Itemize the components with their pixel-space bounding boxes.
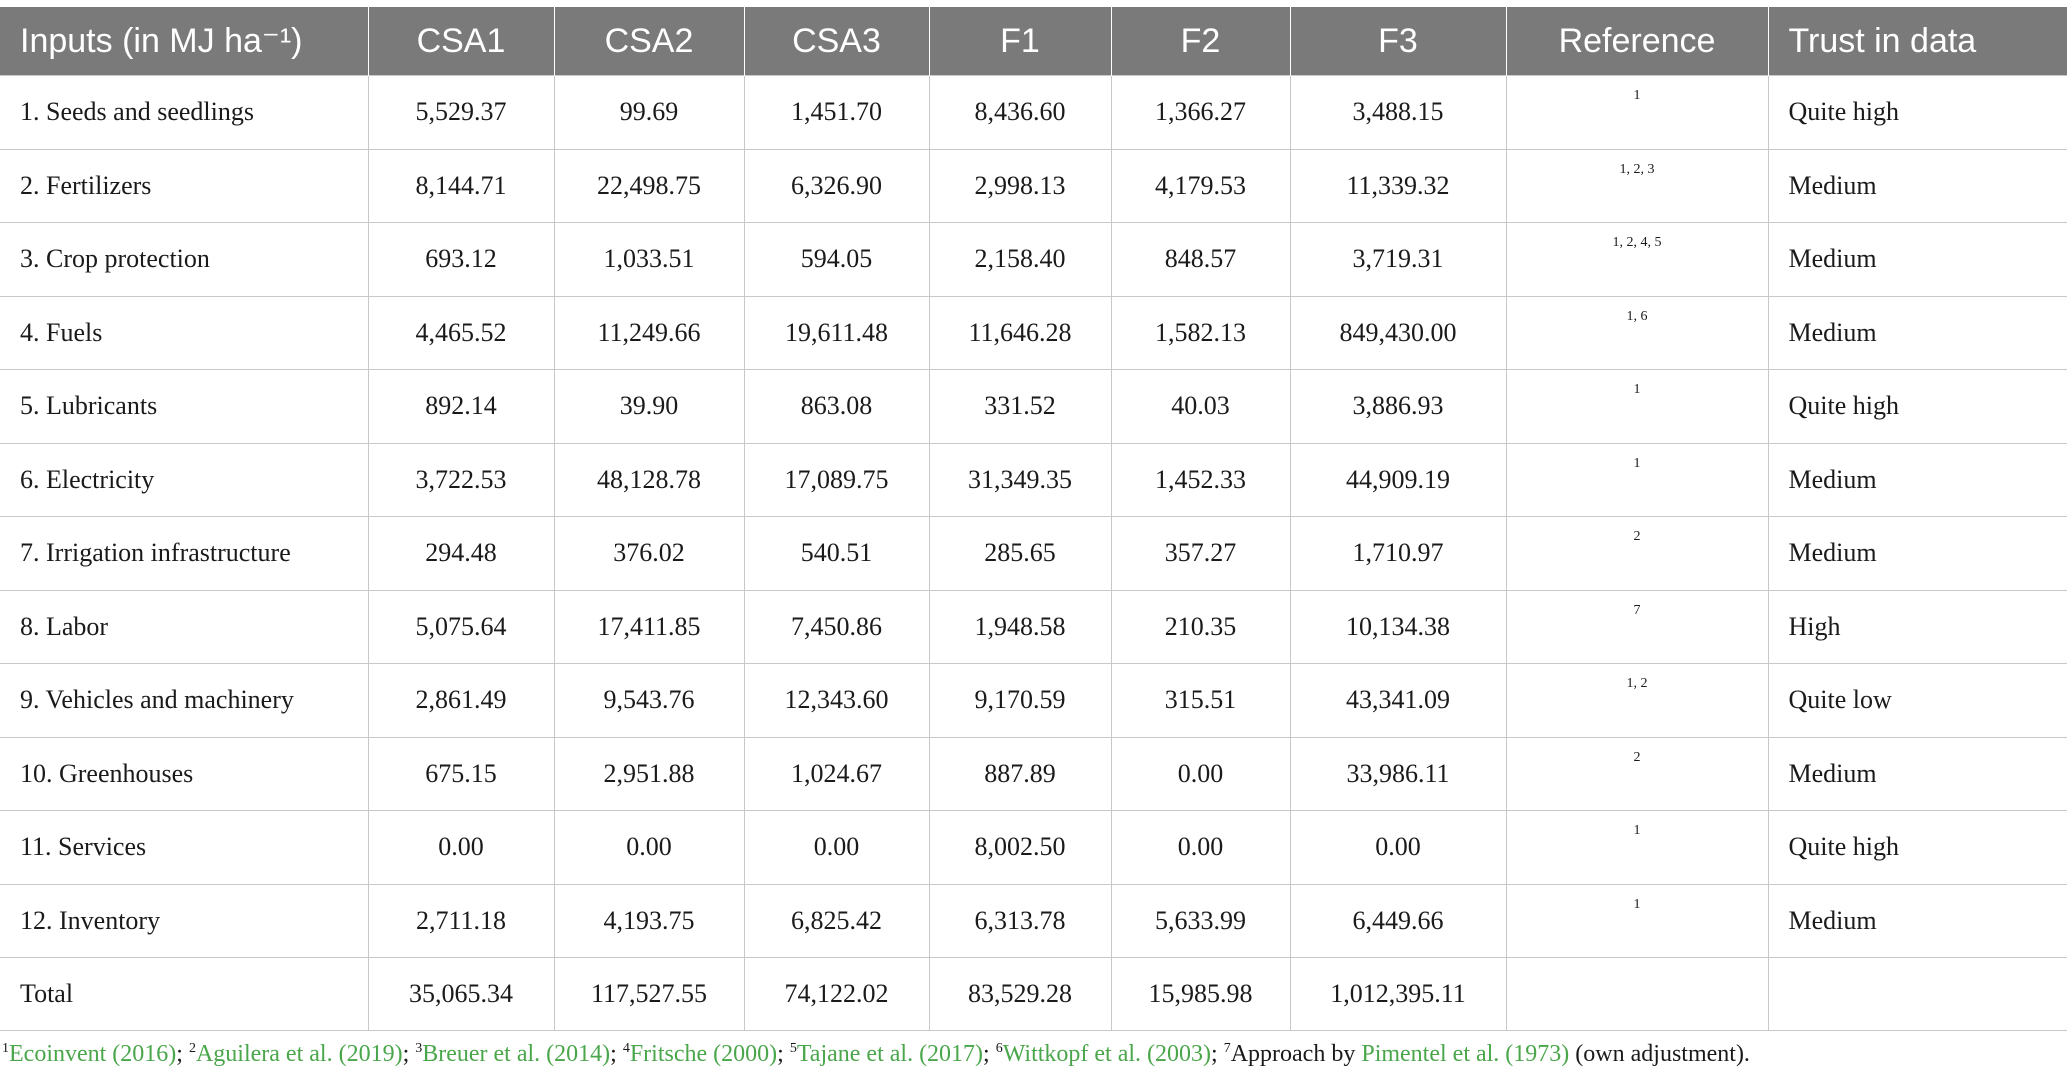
table-row xyxy=(0,811,2067,885)
header-f1: F1 xyxy=(929,7,1111,76)
cell-f1: 11,646.28 xyxy=(929,296,1111,370)
footnote-sup: 3 xyxy=(415,1041,423,1056)
cell-csa3: 6,326.90 xyxy=(744,149,929,223)
cell-csa1: 0.00 xyxy=(368,811,554,885)
cell-csa1: 294.48 xyxy=(368,517,554,591)
table-row xyxy=(0,296,2067,370)
cell-f1: 331.52 xyxy=(929,370,1111,444)
cell-f3: 849,430.00 xyxy=(1290,296,1506,370)
cell-csa2: 117,527.55 xyxy=(554,958,744,1031)
cell-ref: 2 xyxy=(1506,737,1768,811)
cell-csa3: 0.00 xyxy=(744,811,929,885)
energy-inputs-table xyxy=(0,7,2067,1031)
cell-trust: Medium xyxy=(1768,223,2067,297)
cell-input: 12. Inventory xyxy=(0,884,368,958)
footnote-references xyxy=(2,1041,1224,1067)
cell-f2: 0.00 xyxy=(1111,737,1290,811)
cell-f1: 2,998.13 xyxy=(929,149,1111,223)
cell-ref: 2 xyxy=(1506,517,1768,591)
cell-ref: 1 xyxy=(1506,884,1768,958)
cell-trust: High xyxy=(1768,590,2067,664)
cell-f2: 210.35 xyxy=(1111,590,1290,664)
cell-csa3: 7,450.86 xyxy=(744,590,929,664)
header-reference: Reference xyxy=(1506,7,1768,76)
cell-csa2: 4,193.75 xyxy=(554,884,744,958)
header-csa3: CSA3 xyxy=(744,7,929,76)
header-csa1: CSA1 xyxy=(368,7,554,76)
cell-f3: 1,012,395.11 xyxy=(1290,958,1506,1031)
footnote-text: (own adjustment). xyxy=(1569,1041,1750,1067)
cell-input: 11. Services xyxy=(0,811,368,885)
cell-f2: 357.27 xyxy=(1111,517,1290,591)
cell-csa3: 74,122.02 xyxy=(744,958,929,1031)
cell-f1: 6,313.78 xyxy=(929,884,1111,958)
cell-f2: 848.57 xyxy=(1111,223,1290,297)
cell-f2: 15,985.98 xyxy=(1111,958,1290,1031)
cell-csa1: 693.12 xyxy=(368,223,554,297)
footnote-separator: ; xyxy=(1211,1041,1224,1067)
cell-csa2: 376.02 xyxy=(554,517,744,591)
header-inputs: Inputs (in MJ ha⁻¹) xyxy=(0,7,368,76)
cell-f3: 3,488.15 xyxy=(1290,76,1506,150)
cell-f3: 11,339.32 xyxy=(1290,149,1506,223)
table-header-row xyxy=(0,7,2067,76)
cell-input: 1. Seeds and seedlings xyxy=(0,76,368,150)
cell-f1: 9,170.59 xyxy=(929,664,1111,738)
cell-ref: 1, 2, 4, 5 xyxy=(1506,223,1768,297)
cell-csa2: 22,498.75 xyxy=(554,149,744,223)
cell-csa2: 11,249.66 xyxy=(554,296,744,370)
cell-csa1: 2,711.18 xyxy=(368,884,554,958)
cell-f2: 40.03 xyxy=(1111,370,1290,444)
cell-input: 7. Irrigation infrastructure xyxy=(0,517,368,591)
cell-csa3: 17,089.75 xyxy=(744,443,929,517)
cell-ref xyxy=(1506,958,1768,1031)
cell-input: 6. Electricity xyxy=(0,443,368,517)
cell-f1: 1,948.58 xyxy=(929,590,1111,664)
cell-f1: 285.65 xyxy=(929,517,1111,591)
cell-ref: 1, 2, 3 xyxy=(1506,149,1768,223)
footnote-citation[interactable]: Fritsche (2000) xyxy=(629,1041,778,1067)
cell-csa2: 0.00 xyxy=(554,811,744,885)
footnote-sup: 1 xyxy=(2,1041,9,1056)
footnote-separator: ; xyxy=(983,1041,996,1067)
footnote-citation[interactable]: Aguilera et al. (2019) xyxy=(195,1041,403,1067)
cell-f1: 2,158.40 xyxy=(929,223,1111,297)
footnote-separator: ; xyxy=(777,1041,790,1067)
header-f3: F3 xyxy=(1290,7,1506,76)
footnote-separator: ; xyxy=(176,1041,189,1067)
cell-f3: 6,449.66 xyxy=(1290,884,1506,958)
cell-csa2: 9,543.76 xyxy=(554,664,744,738)
footnote-sup: 4 xyxy=(622,1041,630,1056)
cell-csa1: 4,465.52 xyxy=(368,296,554,370)
cell-trust: Medium xyxy=(1768,517,2067,591)
cell-trust: Medium xyxy=(1768,443,2067,517)
cell-ref: 1 xyxy=(1506,443,1768,517)
footnote-text: Approach by xyxy=(1230,1041,1362,1067)
cell-ref: 1 xyxy=(1506,76,1768,150)
cell-f3: 0.00 xyxy=(1290,811,1506,885)
cell-csa3: 12,343.60 xyxy=(744,664,929,738)
cell-input: 2. Fertilizers xyxy=(0,149,368,223)
cell-csa1: 3,722.53 xyxy=(368,443,554,517)
footnote-citation[interactable]: Wittkopf et al. (2003) xyxy=(1002,1041,1212,1067)
cell-f1: 31,349.35 xyxy=(929,443,1111,517)
cell-f2: 1,366.27 xyxy=(1111,76,1290,150)
table-row xyxy=(0,370,2067,444)
cell-f3: 1,710.97 xyxy=(1290,517,1506,591)
footnote-sup: 6 xyxy=(995,1041,1003,1056)
table-row xyxy=(0,443,2067,517)
cell-f3: 33,986.11 xyxy=(1290,737,1506,811)
cell-ref: 1 xyxy=(1506,370,1768,444)
cell-csa2: 2,951.88 xyxy=(554,737,744,811)
cell-csa2: 99.69 xyxy=(554,76,744,150)
table-row xyxy=(0,590,2067,664)
cell-trust: Quite high xyxy=(1768,76,2067,150)
cell-f1: 887.89 xyxy=(929,737,1111,811)
footnote-sup: 5 xyxy=(789,1041,797,1056)
cell-trust: Medium xyxy=(1768,149,2067,223)
table-row xyxy=(0,223,2067,297)
table-row-total xyxy=(0,958,2067,1031)
cell-input: 5. Lubricants xyxy=(0,370,368,444)
cell-f2: 1,452.33 xyxy=(1111,443,1290,517)
cell-csa1: 5,529.37 xyxy=(368,76,554,150)
table-body xyxy=(0,76,2067,1031)
table-footnote xyxy=(0,1041,2067,1068)
cell-f2: 315.51 xyxy=(1111,664,1290,738)
cell-csa2: 17,411.85 xyxy=(554,590,744,664)
cell-input: 4. Fuels xyxy=(0,296,368,370)
cell-f1: 8,002.50 xyxy=(929,811,1111,885)
table-row xyxy=(0,517,2067,591)
cell-trust: Quite high xyxy=(1768,370,2067,444)
cell-trust xyxy=(1768,958,2067,1031)
table-row xyxy=(0,149,2067,223)
cell-input: 9. Vehicles and machinery xyxy=(0,664,368,738)
cell-trust: Medium xyxy=(1768,737,2067,811)
cell-f3: 3,719.31 xyxy=(1290,223,1506,297)
cell-f1: 8,436.60 xyxy=(929,76,1111,150)
cell-ref: 1 xyxy=(1506,811,1768,885)
cell-csa2: 39.90 xyxy=(554,370,744,444)
cell-csa3: 863.08 xyxy=(744,370,929,444)
cell-f3: 44,909.19 xyxy=(1290,443,1506,517)
cell-input: 10. Greenhouses xyxy=(0,737,368,811)
cell-csa3: 19,611.48 xyxy=(744,296,929,370)
cell-csa3: 6,825.42 xyxy=(744,884,929,958)
cell-csa1: 2,861.49 xyxy=(368,664,554,738)
footnote-sup: 2 xyxy=(188,1041,196,1056)
cell-trust: Medium xyxy=(1768,884,2067,958)
cell-f1: 83,529.28 xyxy=(929,958,1111,1031)
footnote-citation[interactable]: Ecoinvent (2016) xyxy=(9,1041,177,1067)
cell-csa3: 1,024.67 xyxy=(744,737,929,811)
footnote-separator: ; xyxy=(610,1041,623,1067)
cell-csa2: 1,033.51 xyxy=(554,223,744,297)
cell-csa2: 48,128.78 xyxy=(554,443,744,517)
cell-trust: Quite low xyxy=(1768,664,2067,738)
cell-csa3: 1,451.70 xyxy=(744,76,929,150)
cell-input: 3. Crop protection xyxy=(0,223,368,297)
cell-f3: 43,341.09 xyxy=(1290,664,1506,738)
cell-input: Total xyxy=(0,958,368,1031)
cell-csa1: 35,065.34 xyxy=(368,958,554,1031)
cell-f3: 3,886.93 xyxy=(1290,370,1506,444)
table-row xyxy=(0,664,2067,738)
cell-f3: 10,134.38 xyxy=(1290,590,1506,664)
cell-csa1: 675.15 xyxy=(368,737,554,811)
cell-csa3: 540.51 xyxy=(744,517,929,591)
cell-csa1: 892.14 xyxy=(368,370,554,444)
table-row xyxy=(0,737,2067,811)
cell-f2: 0.00 xyxy=(1111,811,1290,885)
footnote-sup: 7 xyxy=(1223,1041,1231,1056)
footnote-separator: ; xyxy=(402,1041,416,1067)
header-trust: Trust in data xyxy=(1768,7,2067,76)
cell-trust: Medium xyxy=(1768,296,2067,370)
cell-csa3: 594.05 xyxy=(744,223,929,297)
cell-ref: 7 xyxy=(1506,590,1768,664)
cell-ref: 1, 2 xyxy=(1506,664,1768,738)
header-f2: F2 xyxy=(1111,7,1290,76)
footnote-citation[interactable]: Breuer et al. (2014) xyxy=(422,1041,611,1067)
cell-f2: 4,179.53 xyxy=(1111,149,1290,223)
footnote-citation[interactable]: Pimentel et al. (1973) xyxy=(1361,1041,1570,1067)
table-row xyxy=(0,884,2067,958)
cell-f2: 1,582.13 xyxy=(1111,296,1290,370)
footnote-citation[interactable]: Tajane et al. (2017) xyxy=(796,1041,984,1067)
cell-f2: 5,633.99 xyxy=(1111,884,1290,958)
header-csa2: CSA2 xyxy=(554,7,744,76)
cell-ref: 1, 6 xyxy=(1506,296,1768,370)
table-row xyxy=(0,76,2067,150)
cell-csa1: 5,075.64 xyxy=(368,590,554,664)
cell-input: 8. Labor xyxy=(0,590,368,664)
cell-csa1: 8,144.71 xyxy=(368,149,554,223)
cell-trust: Quite high xyxy=(1768,811,2067,885)
